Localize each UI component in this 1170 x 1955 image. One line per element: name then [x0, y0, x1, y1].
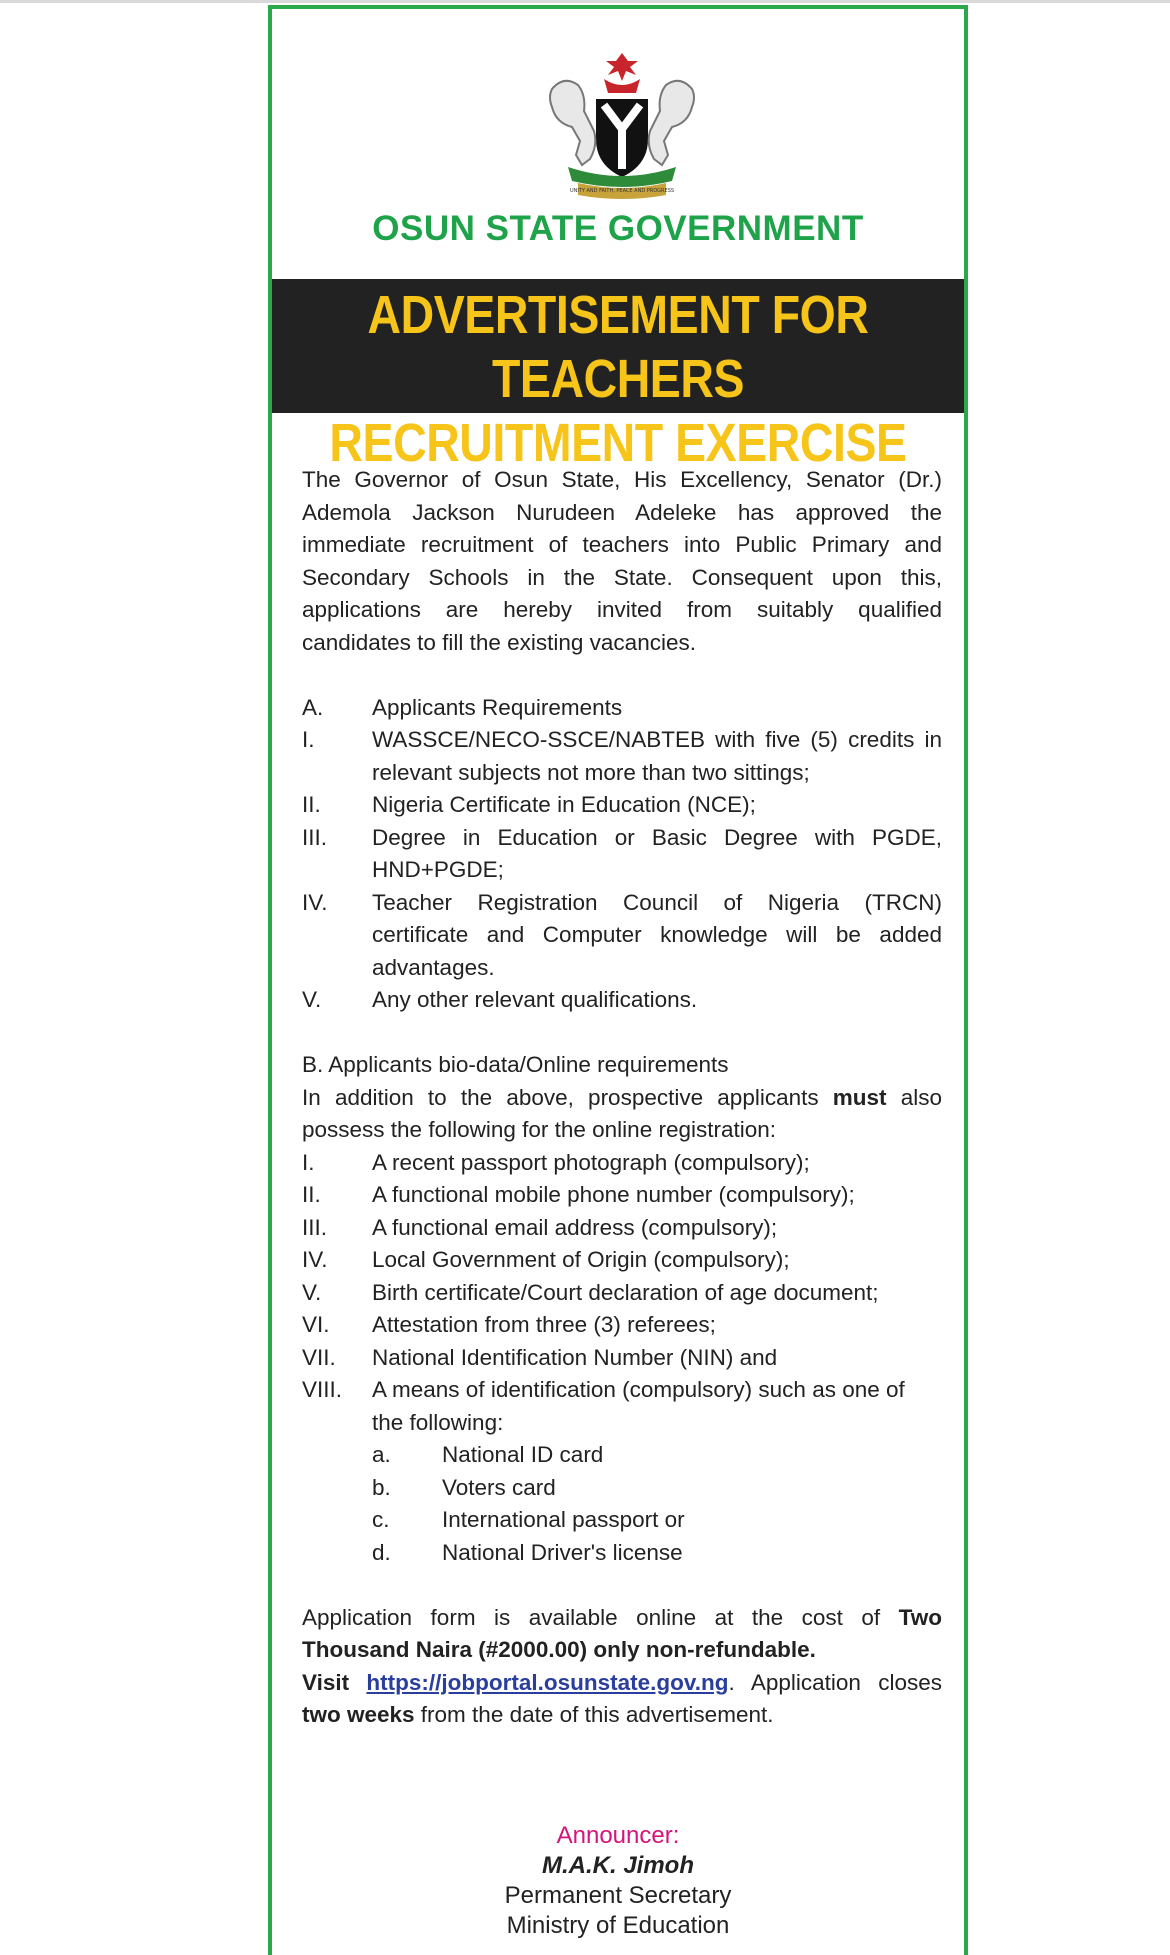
- list-item: [302, 887, 942, 985]
- signatory-title: Permanent Secretary: [504, 1882, 732, 1909]
- list-item-text: Nigeria Certificate in Education (NCE);: [372, 792, 756, 817]
- list-item-text: Attestation from three (3) referees;: [372, 1312, 716, 1337]
- list-item: [302, 789, 942, 822]
- closing-period: two weeks: [302, 1702, 415, 1727]
- section-b-lead-text-end: also possess the following for the online registration:: [302, 1084, 942, 1142]
- application-cost: Two Thousand Naira (#2000.00) only non-refundable.: [302, 1604, 942, 1662]
- sub-list-item-text: Voters card: [442, 1474, 556, 1500]
- signature-block: [272, 1821, 964, 1941]
- list-item-number: II.: [302, 792, 321, 817]
- list-item-number: II.: [302, 1182, 321, 1207]
- section-a-title: Applicants Requirements: [372, 694, 623, 720]
- list-item-text: Any other relevant qualifications.: [372, 987, 698, 1012]
- list-item: [302, 1277, 942, 1310]
- sub-list-item-letter: d.: [372, 1539, 391, 1565]
- list-item-text: A recent passport photograph (compulsory);: [372, 1149, 810, 1175]
- coat-of-arms-icon: [534, 49, 710, 209]
- sub-list-item: [302, 1472, 942, 1505]
- application-paragraph: [302, 1602, 942, 1732]
- list-item-number: III.: [302, 824, 328, 850]
- sub-list-item-letter: c.: [372, 1507, 390, 1532]
- list-item-number: VII.: [302, 1344, 336, 1370]
- list-item-number: I.: [302, 727, 315, 752]
- sub-list-item: [302, 1439, 942, 1472]
- list-item: [302, 1179, 942, 1212]
- application-text: Application form is available online at the cost of: [302, 1604, 899, 1630]
- title-line-1: ADVERTISEMENT FOR TEACHERS: [367, 285, 869, 409]
- job-portal-link[interactable]: https://jobportal.osunstate.gov.ng: [366, 1669, 729, 1695]
- list-item-text: A functional mobile phone number (compulsory);: [372, 1182, 855, 1207]
- section-b-lead-emphasis: must: [832, 1084, 887, 1110]
- list-item-number: VI.: [302, 1312, 330, 1337]
- list-item: [302, 724, 942, 789]
- list-item: [302, 1374, 942, 1439]
- visit-label: Visit: [302, 1669, 350, 1695]
- list-item-text: Local Government of Origin (compulsory);: [372, 1247, 790, 1272]
- list-item-text: A means of identification (compulsory) such as one of the following:: [372, 1377, 905, 1435]
- sub-list-item-text: National ID card: [442, 1442, 604, 1467]
- list-item-number: III.: [302, 1214, 328, 1240]
- application-closing-text: . Application closes: [728, 1669, 942, 1695]
- announcer-label: Announcer:: [556, 1822, 680, 1849]
- list-item: [302, 984, 942, 1017]
- advert-frame: [268, 5, 968, 1955]
- title-line-2: RECRUITMENT EXERCISE: [329, 413, 907, 473]
- list-item-text: Birth certificate/Court declaration of age document;: [372, 1279, 879, 1305]
- advert-body: [302, 464, 942, 1732]
- list-item-number: V.: [302, 1279, 322, 1305]
- sub-list-item-text: International passport or: [442, 1507, 685, 1532]
- list-item-text: National Identification Number (NIN) and: [372, 1344, 778, 1370]
- list-item: [302, 1212, 942, 1245]
- list-item-text: WASSCE/NECO-SSCE/NABTEB with five (5) credits in relevant subjects not more than two sittings;: [372, 727, 942, 785]
- application-closing-text-end: from the date of this advertisement.: [414, 1702, 774, 1727]
- list-item-text: Degree in Education or Basic Degree with PGDE, HND+PGDE;: [372, 824, 942, 882]
- list-item: [302, 1244, 942, 1277]
- section-b-lead: [302, 1082, 942, 1147]
- list-item-number: I.: [302, 1149, 315, 1175]
- list-item-number: IV.: [302, 889, 328, 915]
- intro-paragraph: The Governor of Osun State, His Excellency, Senator (Dr.) Ademola Jackson Nurudeen Adeleke has approved the immediate recruitment of teachers into Public Primary and Secondary Schools in the State. Consequent upon this, applications are hereby invited from suitably qualified candidates to fill the existing vacancies.: [302, 467, 942, 655]
- list-item: [302, 1342, 942, 1375]
- section-a-heading: [302, 692, 942, 725]
- list-item-text: Teacher Registration Council of Nigeria (TRCN) certificate and Computer knowledge will be added advantages.: [372, 889, 942, 980]
- list-item: [302, 1147, 942, 1180]
- list-item-number: IV.: [302, 1247, 328, 1272]
- sub-list-item-letter: a.: [372, 1442, 391, 1467]
- list-item-text: A functional email address (compulsory);: [372, 1214, 778, 1240]
- title-banner: [272, 279, 964, 473]
- government-name: OSUN STATE GOVERNMENT: [372, 209, 864, 248]
- section-b-lead-text: In addition to the above, prospective applicants: [302, 1084, 833, 1110]
- top-divider: [0, 0, 1170, 3]
- sub-list-item: [302, 1504, 942, 1537]
- signatory-office: Ministry of Education: [506, 1912, 730, 1939]
- list-item: [302, 1309, 942, 1342]
- signatory-name: M.A.K. Jimoh: [541, 1852, 694, 1879]
- list-item-number: V.: [302, 987, 322, 1012]
- list-item-number: VIII.: [302, 1377, 343, 1402]
- sub-list-item-text: National Driver's license: [442, 1539, 683, 1565]
- list-item: [302, 822, 942, 887]
- section-a-number: A.: [302, 694, 324, 720]
- coat-of-arms-motto: UNITY AND FAITH, PEACE AND PROGRESS: [569, 188, 675, 194]
- sub-list-item-letter: b.: [372, 1474, 391, 1500]
- sub-list-item: [302, 1537, 942, 1570]
- section-b-heading: B. Applicants bio-data/Online requirements: [302, 1052, 729, 1077]
